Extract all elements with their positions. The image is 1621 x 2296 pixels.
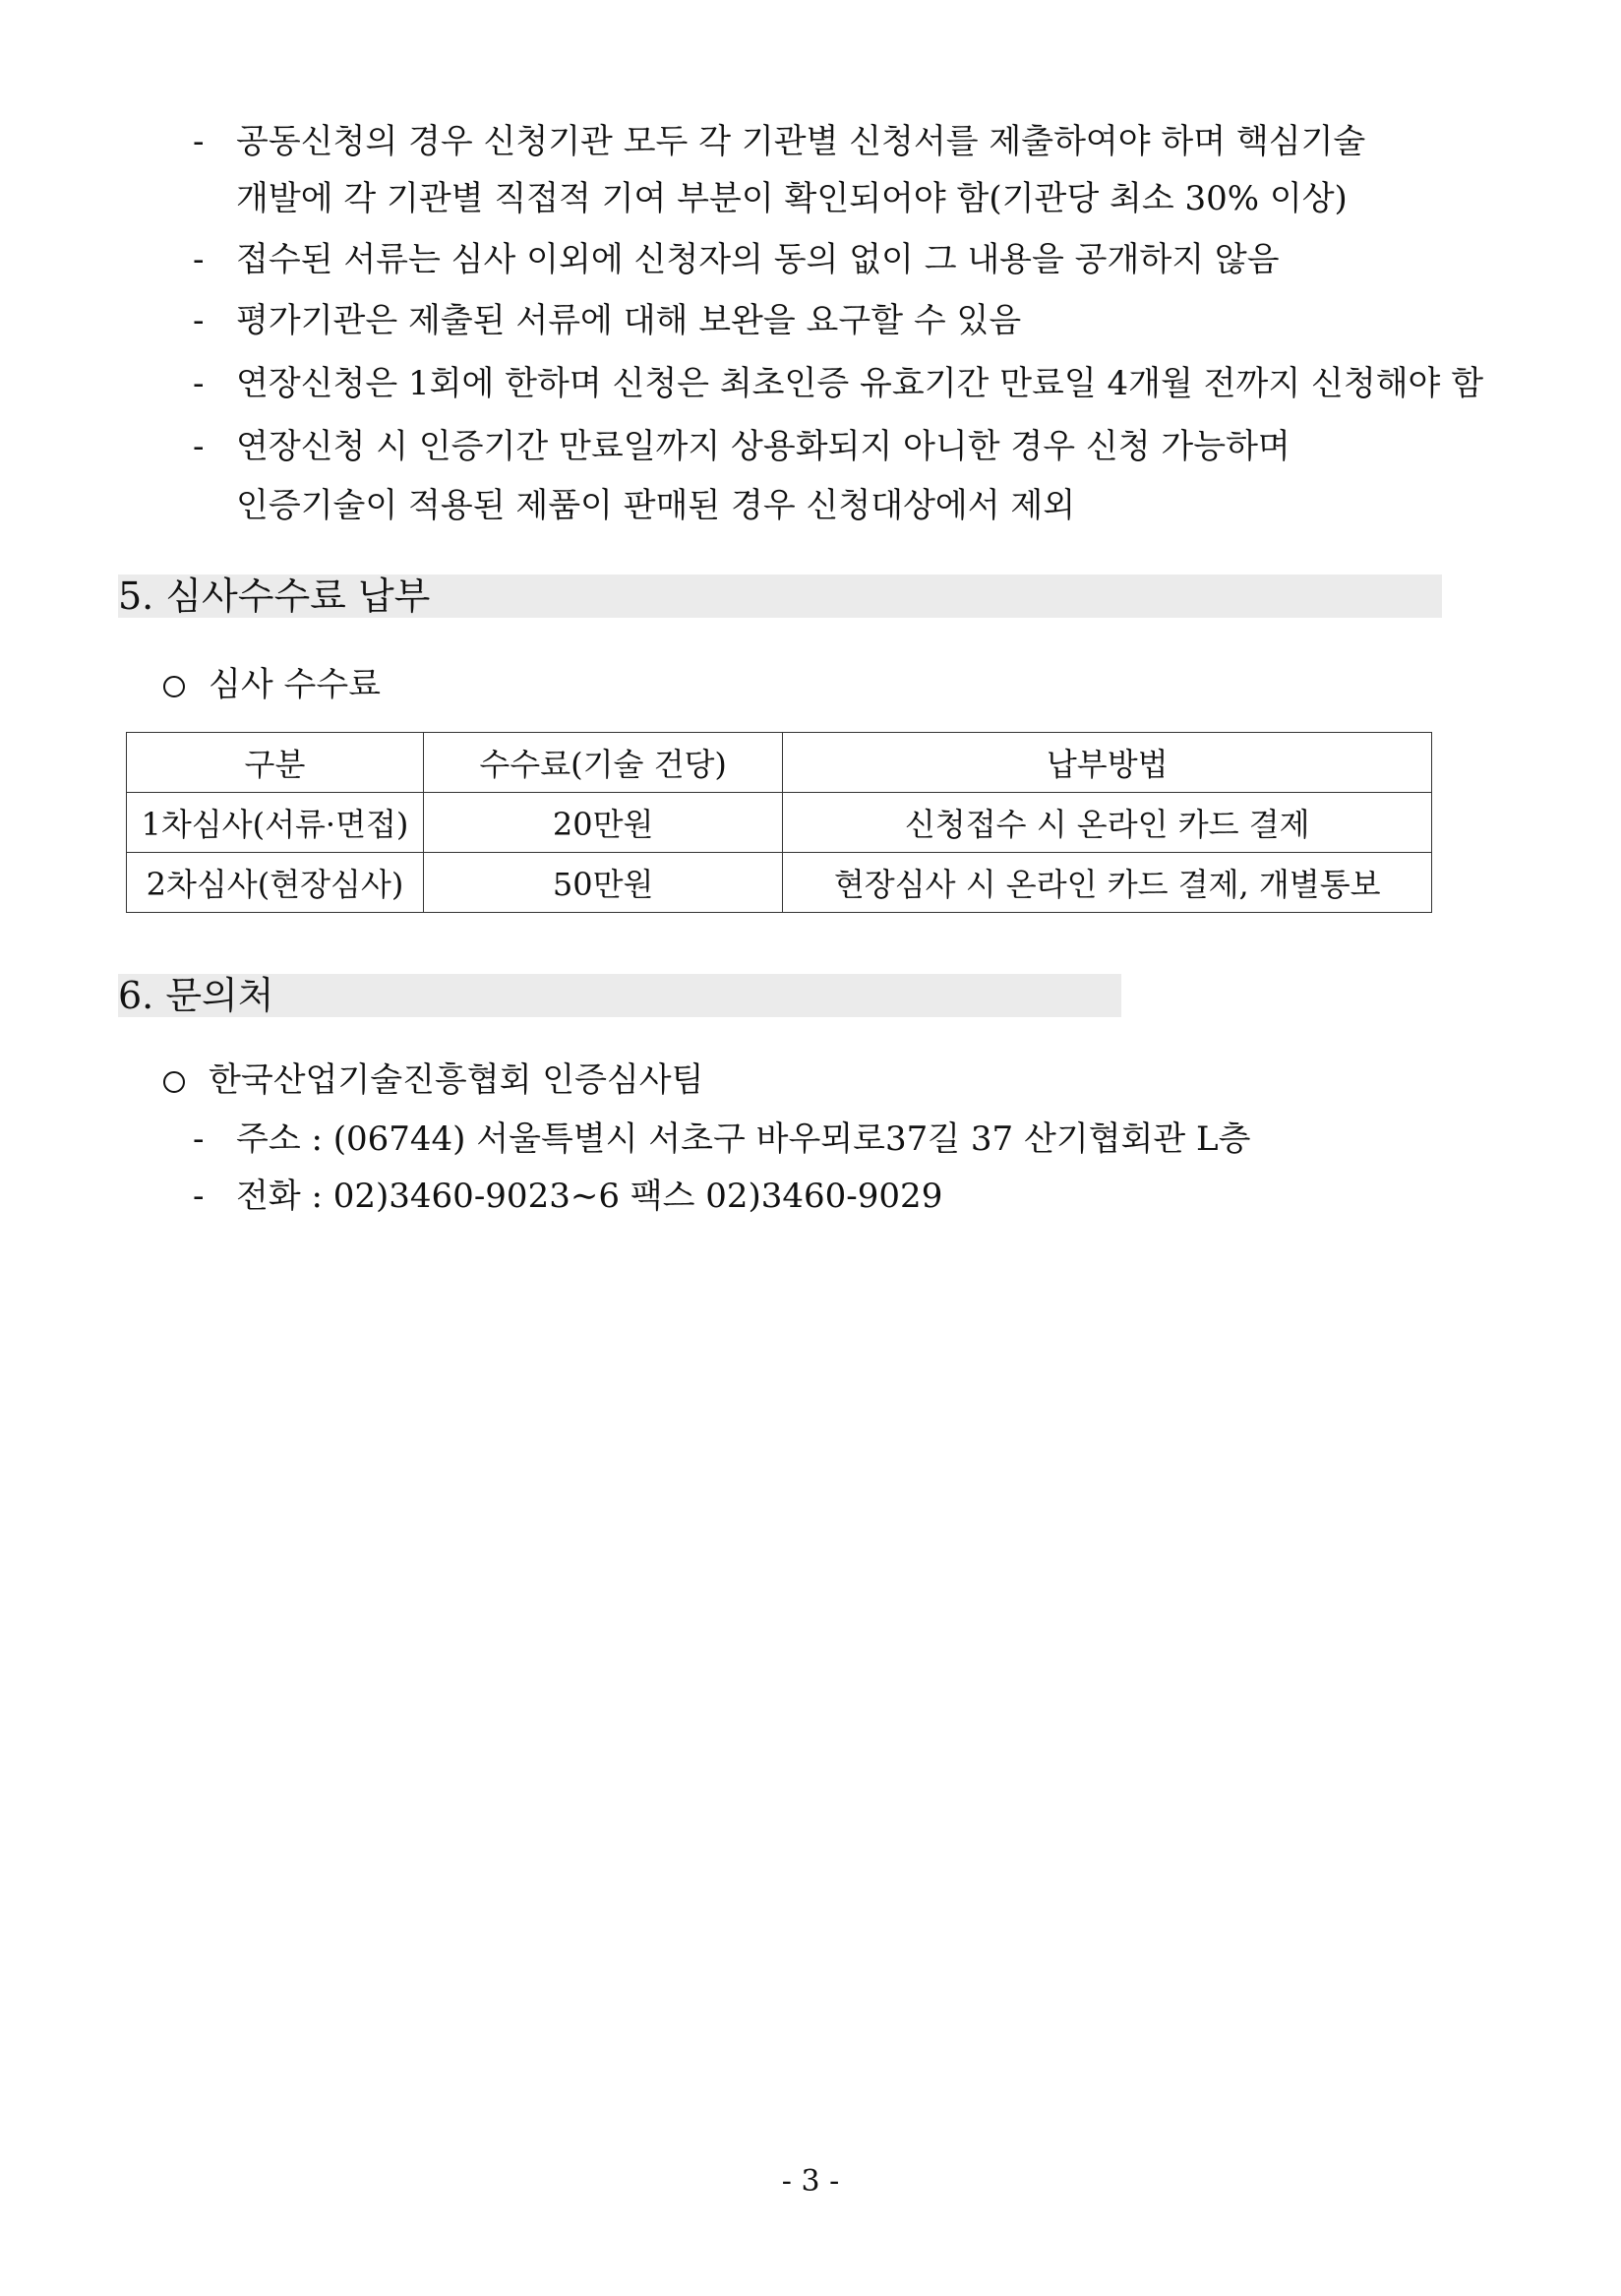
contact-address — [193, 1112, 1250, 1167]
table-cell: 신청접수 시 온라인 카드 결제 — [783, 793, 1432, 853]
table-row — [127, 793, 1432, 853]
section-6-title: 6. 문의처 — [118, 974, 274, 1017]
table-cell: 2차심사(현장심사) — [127, 853, 424, 913]
dash-marker: - — [193, 1177, 205, 1216]
table-cell: 1차심사(서류·면접) — [127, 793, 424, 853]
dash-marker: - — [193, 1119, 205, 1159]
note-4 — [193, 354, 1483, 413]
section-6-item — [163, 1053, 703, 1108]
note-text: 연장신청은 1회에 한하며 신청은 최초인증 유효기간 만료일 4개월 전까지 신청해야 함 — [236, 364, 1484, 403]
address-text: 주소 : (06744) 서울특별시 서초구 바우뫼로37길 37 산기협회관 L층 — [236, 1119, 1251, 1159]
note-5-continuation: 인증기술이 적용된 제품이 판매된 경우 신청대상에서 제외 — [236, 486, 1076, 525]
note-text: 연장신청 시 인증기간 만료일까지 상용화되지 아니한 경우 신청 가능하며 — [236, 427, 1291, 466]
section-5-item-text: 심사 수수료 — [209, 665, 382, 704]
phone-text: 전화 : 02)3460-9023∼6 팩스 02)3460-9029 — [236, 1177, 943, 1216]
circle-bullet-icon — [163, 676, 185, 697]
table-header-cell: 수수료(기술 건당) — [423, 733, 783, 793]
dash-marker: - — [193, 427, 205, 466]
dash-marker: - — [193, 122, 205, 161]
table-cell: 50만원 — [423, 853, 783, 913]
note-text: 접수된 서류는 심사 이외에 신청자의 동의 없이 그 내용을 공개하지 않음 — [236, 240, 1280, 279]
table-cell: 현장심사 시 온라인 카드 결제, 개별통보 — [783, 853, 1432, 913]
section-5-title: 5. 심사수수료 납부 — [118, 574, 431, 618]
section-5-heading — [118, 574, 1442, 618]
note-1 — [193, 112, 1365, 171]
section-6-heading — [118, 974, 1121, 1017]
note-text: 평가기관은 제출된 서류에 대해 보완을 요구할 수 있음 — [236, 301, 1022, 340]
circle-bullet-icon — [163, 1071, 185, 1093]
table-header-row — [127, 733, 1432, 793]
table-header-cell: 구분 — [127, 733, 424, 793]
dash-marker: - — [193, 240, 205, 279]
note-text: 공동신청의 경우 신청기관 모두 각 기관별 신청서를 제출하여야 하며 핵심기술 — [236, 122, 1366, 161]
note-1-continuation: 개발에 각 기관별 직접적 기여 부분이 확인되어야 함(기관당 최소 30% 이상) — [236, 179, 1348, 218]
contact-phone — [193, 1169, 942, 1224]
table-row — [127, 853, 1432, 913]
page-number: - 3 - — [781, 2164, 840, 2199]
dash-marker: - — [193, 301, 205, 340]
table-header-cell: 납부방법 — [783, 733, 1432, 793]
fee-table — [126, 732, 1432, 913]
note-2 — [193, 230, 1280, 289]
note-5 — [193, 417, 1291, 476]
section-5-item — [163, 657, 381, 712]
dash-marker: - — [193, 364, 205, 403]
section-6-item-text: 한국산업기술진흥협회 인증심사팀 — [209, 1060, 704, 1100]
table-cell: 20만원 — [423, 793, 783, 853]
note-3 — [193, 291, 1021, 350]
